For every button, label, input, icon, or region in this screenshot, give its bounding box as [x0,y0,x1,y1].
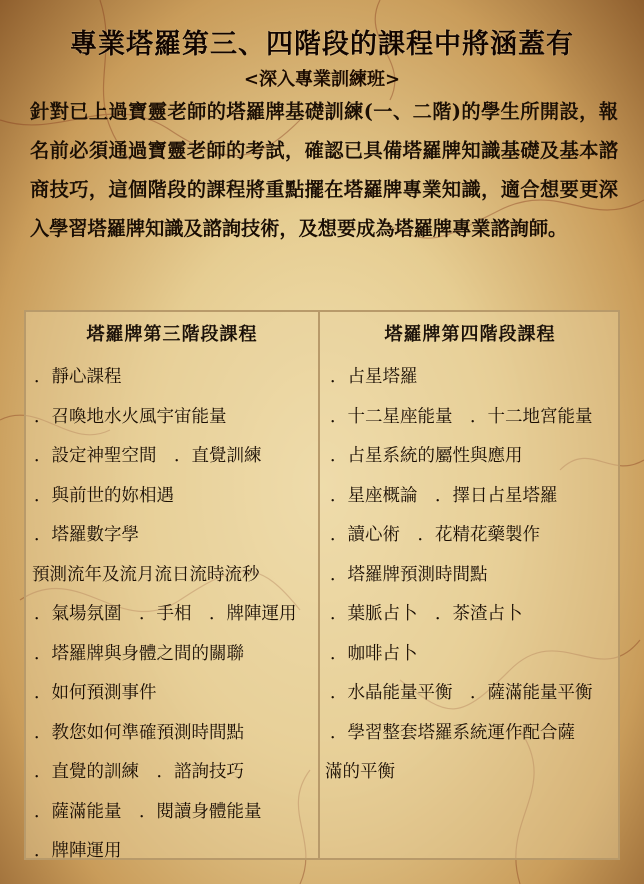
stage4-column [322,312,618,858]
stage4-item: ．水晶能量平衡 ．薩滿能量平衡 [330,683,593,703]
stage3-item: ．設定神聖空間 ．直覺訓練 [34,446,262,466]
stage3-item: ．教您如何準確預測時間點 [34,722,244,743]
stage4-item: ．十二星座能量 ．十二地宮能量 [330,406,593,427]
stage3-item: ．召喚地水火風宇宙能量 [34,406,227,427]
stage3-item: 預測流年及流月流日流時流秒 [32,564,260,585]
stage3-item: ．與前世的妳相遇 [34,485,174,506]
intro-paragraph: 針對已上過寶靈老師的塔羅牌基礎訓練(一、二階)的學生所開設，報名前必須通過寶靈老師的考試，確認已具備塔羅牌知識基礎及基本諮商技巧，這個階段的課程將重點擺在塔羅牌專業知識，適合想要更深入學習塔羅牌知識及諮詢技術，及想要成為塔羅牌專業諮詢師。 [30,100,618,240]
stage3-item: ．氣場氛圍 ．手相 ．牌陣運用 [34,604,297,624]
stage4-item: ．塔羅牌預測時間點 [330,564,488,585]
stage3-list [26,358,318,872]
stage4-item: ．咖啡占卜 [330,643,418,664]
stage3-item: ．薩滿能量 ．閱讀身體能量 [34,801,262,822]
stage3-item: ．直覺的訓練 ．諮詢技巧 [34,762,244,782]
stage3-item: ．如何預測事件 [34,683,157,703]
stage4-item: ．占星系統的屬性與應用 [330,446,523,466]
stage3-item: ．牌陣運用 [34,841,122,861]
page-title: 專業塔羅第三、四階段的課程中將涵蓋有 [70,29,574,60]
stage4-list [322,358,618,793]
stage4-item: ．學習整套塔羅系統運作配合薩 [330,722,575,743]
course-table [24,310,620,860]
page-subtitle: <深入專業訓練班> [243,69,401,90]
stage3-heading: 塔羅牌第三階段課程 [86,324,258,345]
stage4-item: ．葉脈占卜 ．茶渣占卜 [330,604,523,624]
stage3-item: ．靜心課程 [34,367,122,387]
stage4-item: ．占星塔羅 [330,367,418,387]
stage4-item: ．讀心術 ．花精花藥製作 [330,525,540,545]
stage4-item: 滿的平衡 [325,762,395,782]
stage4-heading: 塔羅牌第四階段課程 [384,324,556,345]
stage3-column [26,312,320,861]
stage3-item: ．塔羅數字學 [34,525,139,545]
stage3-item: ．塔羅牌與身體之間的關聯 [34,643,244,664]
stage4-item: ．星座概論 ．擇日占星塔羅 [330,485,558,506]
